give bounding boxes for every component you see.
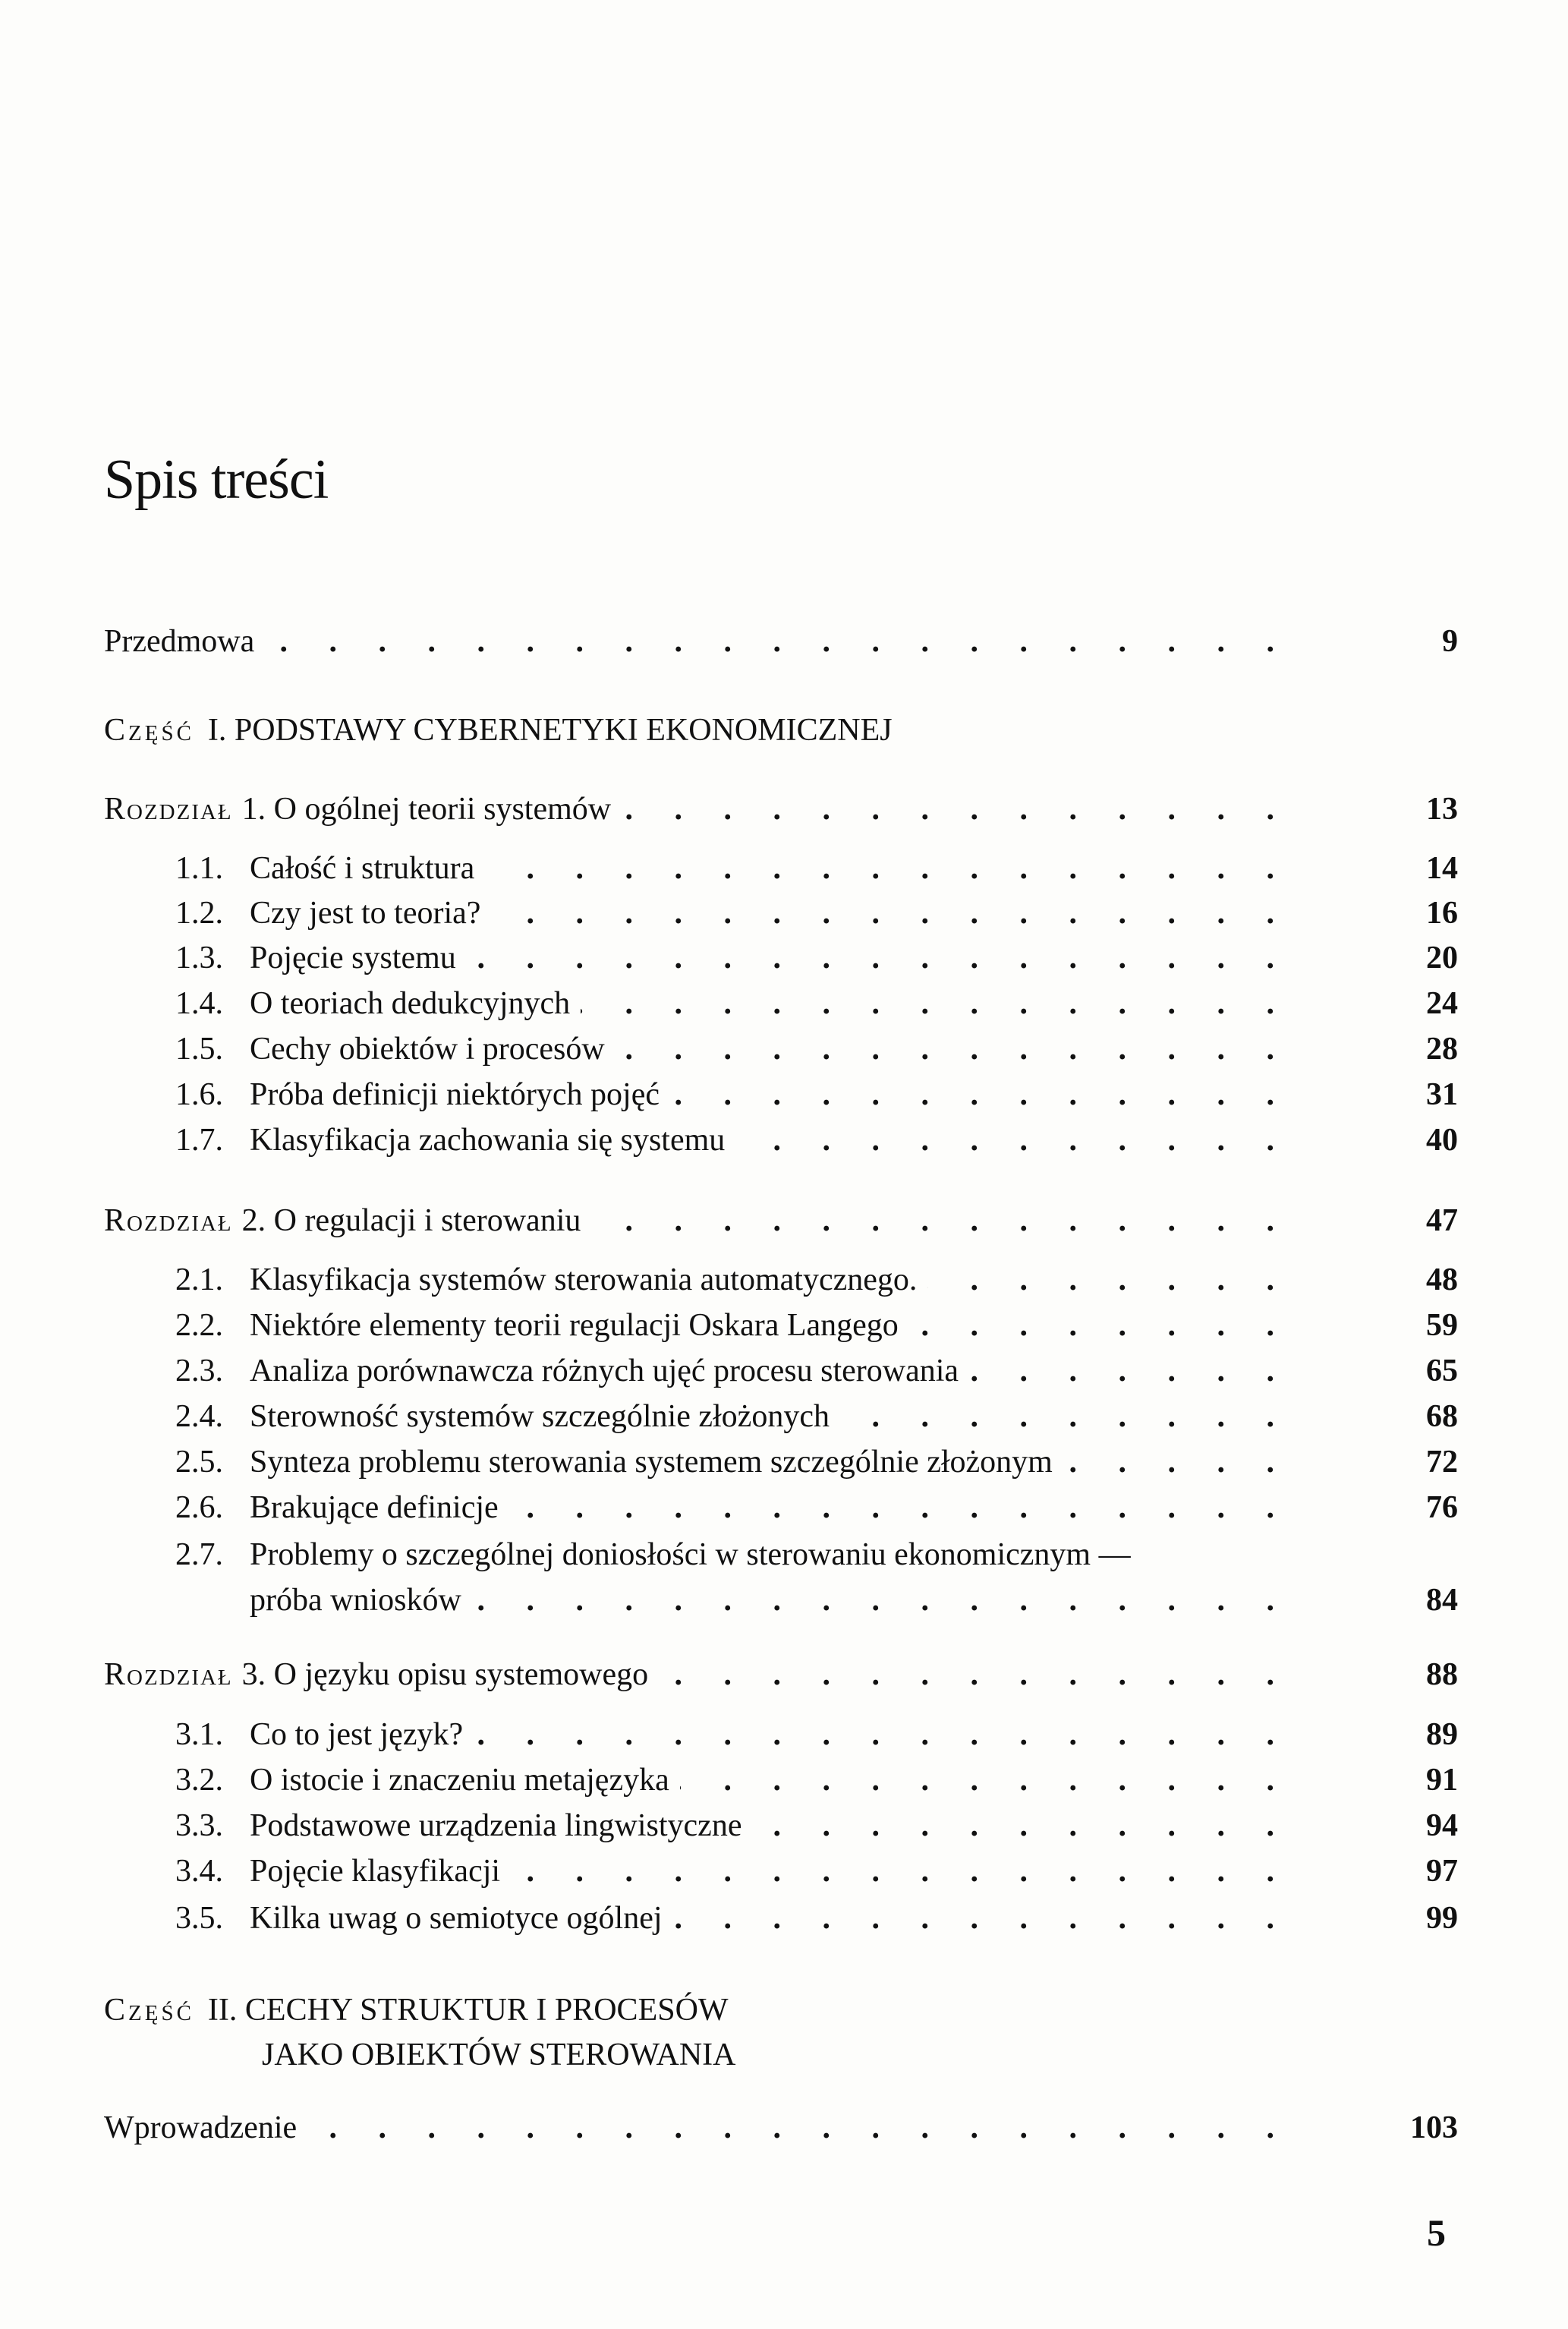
dot-leader [474,1713,1390,1756]
toc-entry-section[interactable] [175,1759,1458,1801]
toc-entry-section[interactable] [175,1119,1458,1161]
toc-entry-section[interactable] [175,1850,1458,1893]
page-title: Spis treści [104,449,329,511]
section-number: 3.4. [175,1854,223,1889]
part-title: II. CECHY STRUKTUR I PROCESÓW [207,1993,729,2028]
entry-page: 59 [1426,1308,1458,1343]
entry-label: Próba definicji niektórych pojęć [250,1077,660,1112]
section-number: 2.2. [175,1308,223,1343]
part-prefix: Część [104,1993,194,2028]
entry-label: Pojęcie klasyfikacji [250,1854,501,1889]
entry-page: 13 [1426,792,1458,827]
entry-page: 72 [1426,1445,1458,1480]
chapter-prefix: Rozdział [104,792,233,827]
entry-page: 28 [1426,1032,1458,1067]
entry-page: 89 [1426,1717,1458,1752]
dot-leader [472,1579,1390,1621]
section-number: 2.6. [175,1490,223,1525]
toc-entry-section[interactable] [175,1533,1458,1576]
entry-label: Niektóre elementy teorii regulacji Oskara Langego [250,1308,899,1343]
toc-entry-chapter[interactable] [104,1199,1458,1242]
toc-entry-section[interactable] [175,1028,1458,1070]
toc-entry-section[interactable] [175,1486,1458,1529]
section-number: 1.4. [175,986,223,1021]
entry-page: 16 [1426,896,1458,931]
section-number: 1.1. [175,851,223,886]
entry-label: próba wniosków [250,1583,461,1618]
entry-page: 48 [1426,1262,1458,1297]
entry-label [104,791,611,827]
entry-page: 84 [1426,1583,1458,1618]
dot-leader [670,1073,1390,1116]
dot-leader [509,1486,1390,1529]
toc-entry-section[interactable] [175,892,1458,934]
dot-leader [840,1395,1390,1438]
toc-entry-section[interactable] [175,1304,1458,1347]
dot-leader [307,2107,1390,2149]
dot-leader [467,937,1390,979]
entry-label: Czy jest to teoria? [250,896,481,931]
entry-page: 40 [1426,1123,1458,1158]
section-number: 2.7. [175,1537,223,1572]
toc-entry-continued[interactable] [250,1579,1458,1621]
part-prefix: Część [104,713,194,748]
chapter-title: 2. O regulacji i sterowaniu [241,1203,581,1238]
entry-label: Cechy obiektów i procesów [250,1032,605,1067]
entry-label: O teoriach dedukcyjnych [250,986,571,1021]
dot-leader [909,1304,1390,1347]
entry-page: 24 [1426,986,1458,1021]
section-number: 2.1. [175,1262,223,1297]
dot-leader [485,847,1390,890]
entry-label: Całość i struktura [250,851,475,886]
section-number: 1.2. [175,896,223,931]
dot-leader [581,982,1390,1025]
toc-entry-section[interactable] [175,1259,1458,1301]
dot-leader [673,1897,1390,1940]
dot-leader [752,1804,1390,1847]
section-number: 3.1. [175,1717,223,1752]
toc-entry-section[interactable] [175,847,1458,890]
part-heading-2 [104,1992,729,2028]
entry-label: Podstawowe urządzenia lingwistyczne [250,1808,742,1843]
toc-entry-section[interactable] [175,982,1458,1025]
entry-label: Synteza problemu sterowania systemem szczególnie złożonym [250,1445,1053,1480]
entry-page: 88 [1426,1657,1458,1692]
section-number: 1.5. [175,1032,223,1067]
dot-leader [491,892,1390,934]
entry-label: Kilka uwag o semiotyce ogólnej [250,1901,663,1936]
entry-label: Wprowadzenie [104,2110,298,2145]
toc-entry-preface[interactable] [104,620,1458,663]
entry-page: 20 [1426,941,1458,975]
chapter-prefix: Rozdział [104,1657,233,1692]
entry-label: O istocie i znaczeniu metajęzyka [250,1763,669,1798]
part-title-continued: JAKO OBIEKTÓW STEROWANIA [262,2037,736,2072]
dot-leader [1063,1441,1390,1483]
entry-label: Analiza porównawcza różnych ujęć procesu sterowania [250,1354,959,1388]
section-number: 3.2. [175,1763,223,1798]
part-heading-1 [104,712,893,748]
section-number: 2.5. [175,1445,223,1480]
entry-page: 47 [1426,1203,1458,1238]
entry-label: Problemy o szczególnej doniosłości w sterowaniu ekonomicznym — [250,1537,1131,1572]
entry-page: 91 [1426,1763,1458,1798]
dot-leader [680,1759,1390,1801]
section-number: 2.3. [175,1354,223,1388]
dot-leader [927,1259,1390,1301]
section-number: 2.4. [175,1399,223,1434]
toc-entry-section[interactable] [175,1441,1458,1483]
entry-page: 94 [1426,1808,1458,1843]
dot-leader [591,1199,1390,1242]
entry-page: 99 [1426,1901,1458,1936]
dot-leader [969,1350,1390,1392]
section-number: 3.3. [175,1808,223,1843]
dot-leader [616,1028,1390,1070]
chapter-title: 3. O języku opisu systemowego [241,1657,649,1692]
toc-entry-section[interactable] [175,1897,1458,1940]
dot-leader [265,620,1390,663]
dot-leader [735,1119,1390,1161]
entry-label: Klasyfikacja zachowania się systemu [250,1123,726,1158]
entry-label: Klasyfikacja systemów sterowania automatycznego. [250,1262,918,1297]
entry-label: Pojęcie systemu [250,941,456,975]
entry-label [104,1202,581,1239]
toc-entry-section[interactable] [175,1395,1458,1438]
entry-page: 103 [1410,2110,1458,2145]
entry-page: 65 [1426,1354,1458,1388]
toc-entry-chapter[interactable] [104,1653,1458,1696]
entry-page: 31 [1426,1077,1458,1112]
page-number: 5 [1427,2211,1446,2254]
entry-page: 9 [1442,624,1458,659]
section-number: 1.7. [175,1123,223,1158]
toc-entry-section[interactable] [175,937,1458,979]
entry-label: Co to jest język? [250,1717,464,1752]
entry-label: Przedmowa [104,624,255,659]
part-title: I. PODSTAWY CYBERNETYKI EKONOMICZNEJ [207,713,893,748]
toc-entry-section[interactable] [175,1804,1458,1847]
entry-page: 68 [1426,1399,1458,1434]
chapter-prefix: Rozdział [104,1203,233,1238]
entry-page: 14 [1426,851,1458,886]
section-number: 3.5. [175,1901,223,1936]
dot-leader [622,788,1390,830]
toc-entry-chapter[interactable] [104,788,1458,830]
chapter-title: 1. O ogólnej teorii systemów [241,792,612,827]
toc-entry-intro[interactable] [104,2107,1458,2149]
entry-label: Sterowność systemów szczególnie złożonych [250,1399,830,1434]
dot-leader [659,1653,1390,1696]
entry-page: 97 [1426,1854,1458,1889]
entry-label: Brakujące definicje [250,1490,499,1525]
entry-page: 76 [1426,1490,1458,1525]
toc-entry-section[interactable] [175,1073,1458,1116]
section-number: 1.3. [175,941,223,975]
toc-entry-section[interactable] [175,1713,1458,1756]
toc-entry-section[interactable] [175,1350,1458,1392]
section-number: 1.6. [175,1077,223,1112]
dot-leader [511,1850,1390,1893]
entry-label [104,1656,648,1693]
